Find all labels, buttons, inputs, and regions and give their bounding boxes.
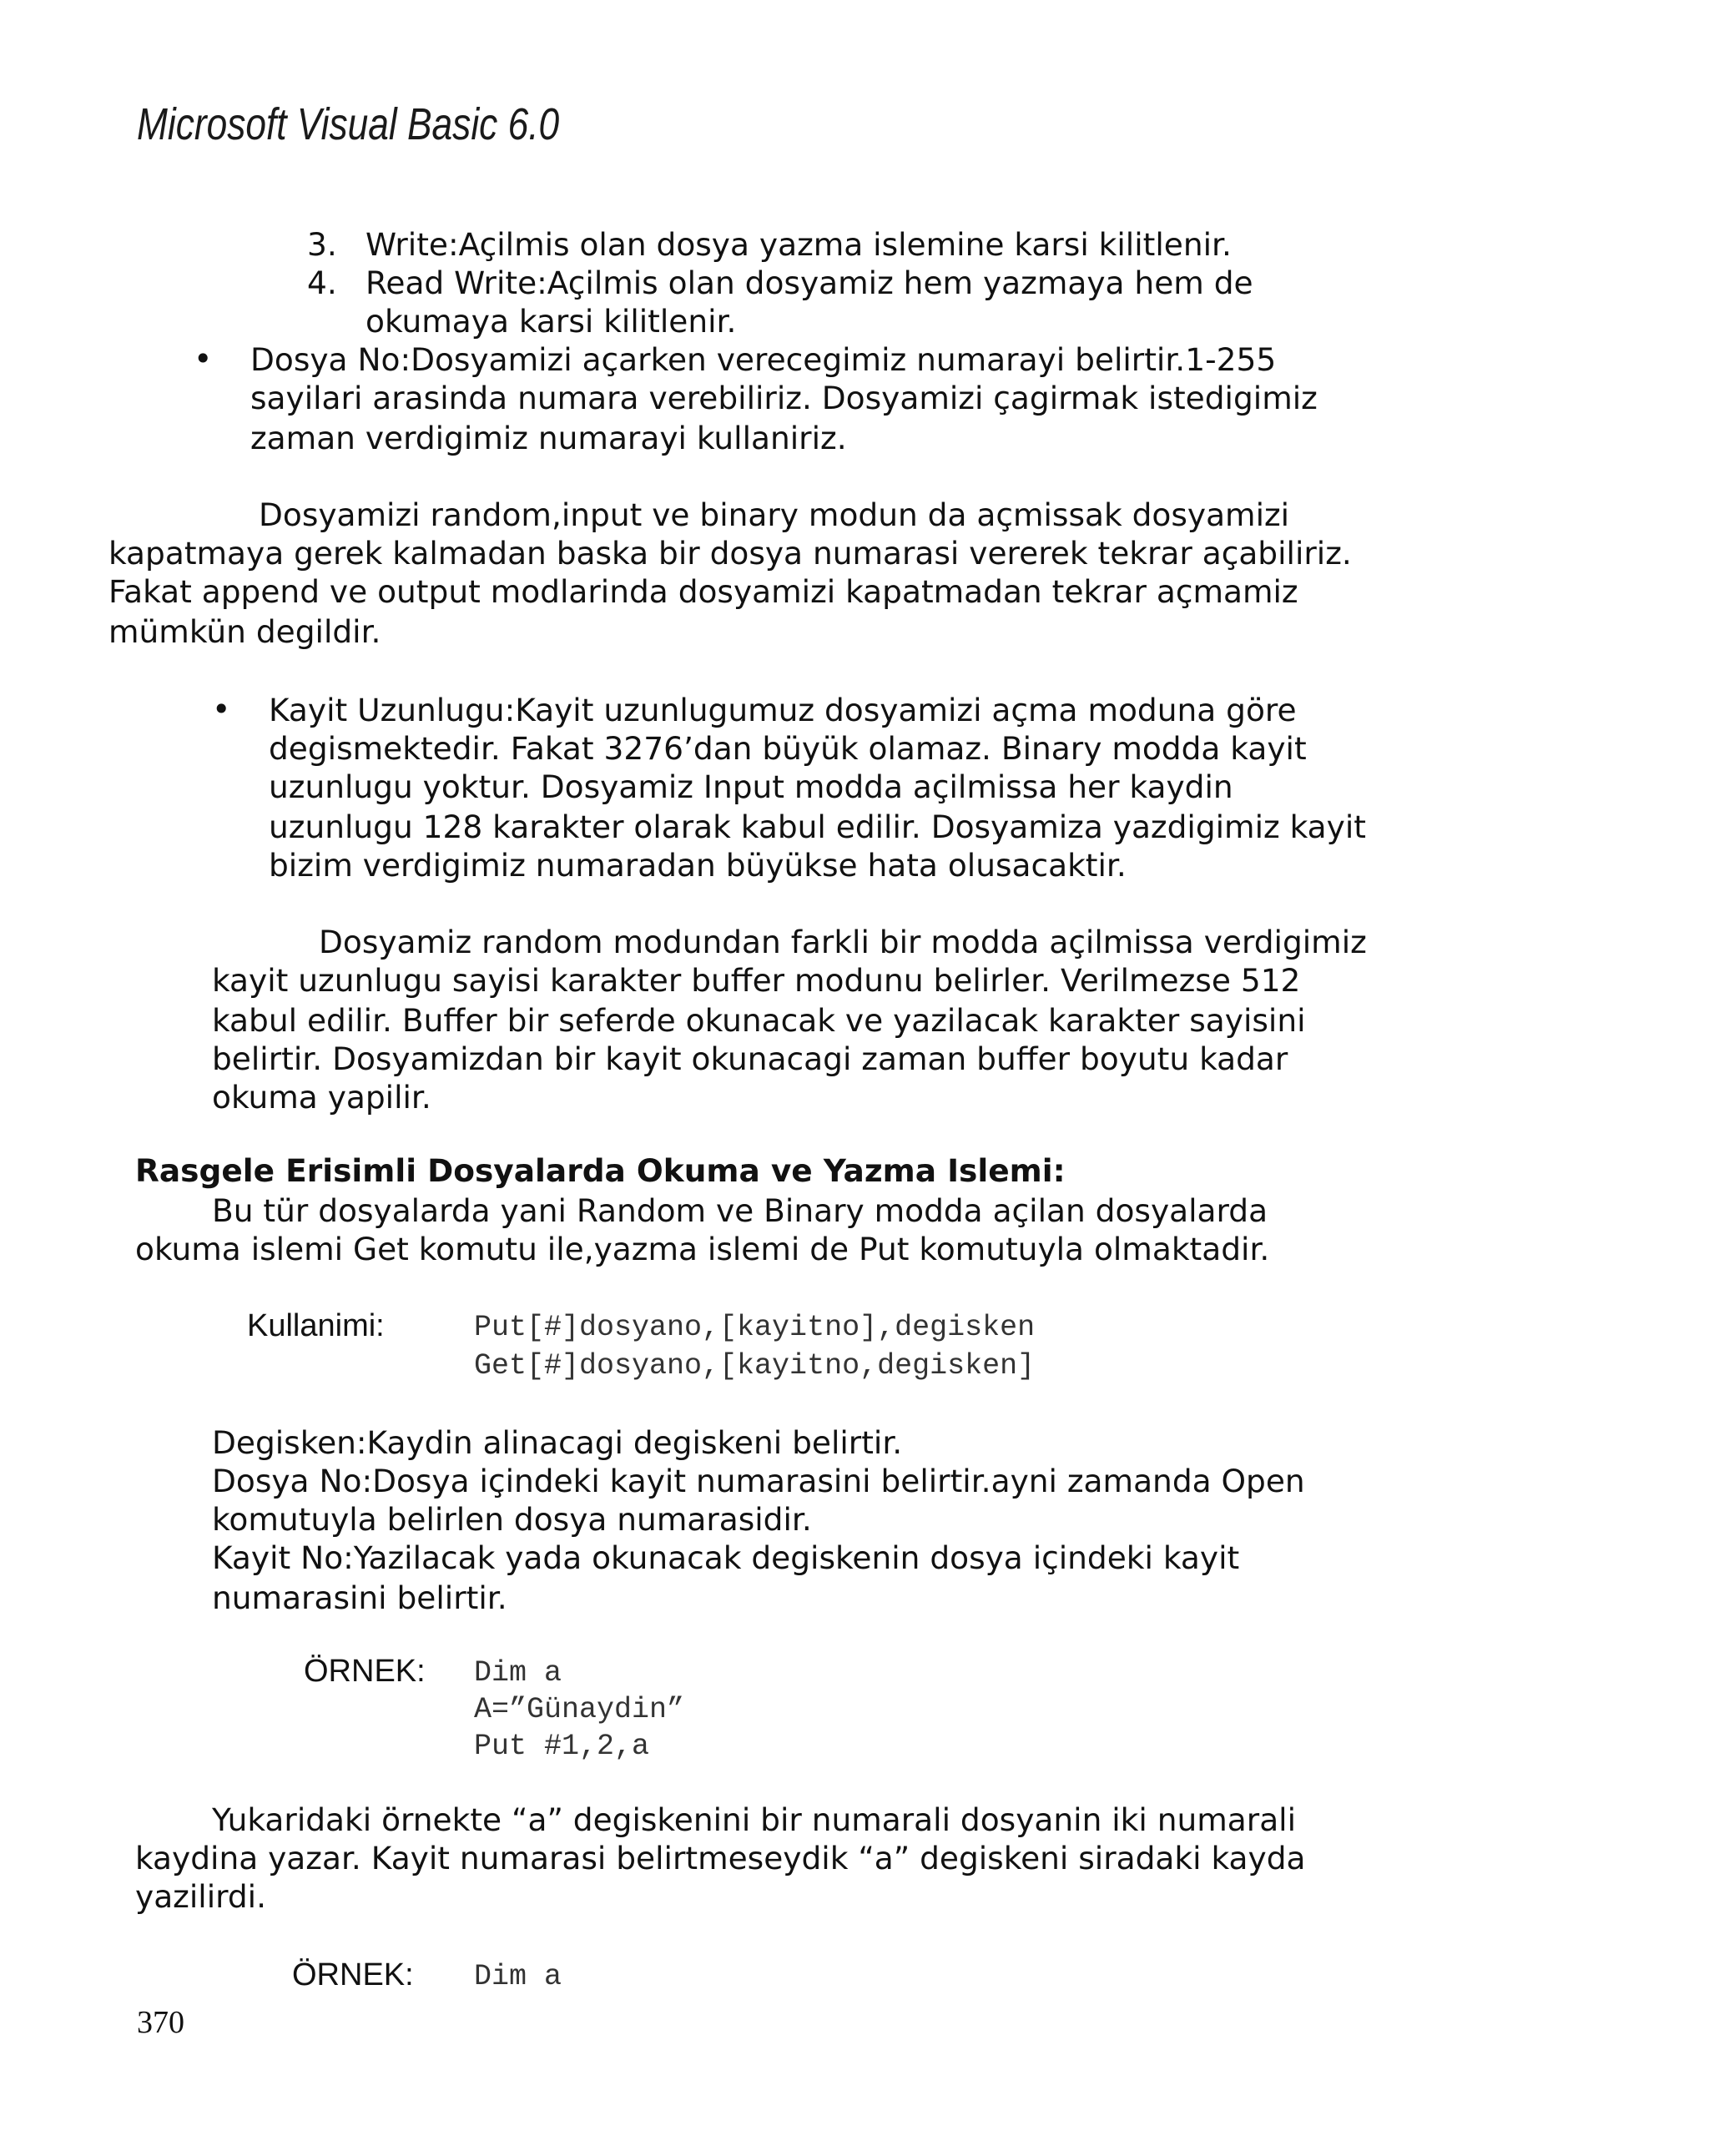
para1-line: Fakat append ve output modlarinda dosyamizi kapatmadan tekrar açmamiz (108, 573, 1298, 610)
bullet-symbol: • (194, 340, 213, 377)
code-line: Dim a (474, 1960, 562, 1993)
definition-line: Degisken:Kaydin alinacagi degiskeni belirtir. (212, 1424, 903, 1461)
example-label: ÖRNEK: (304, 1654, 426, 1689)
code-line: Get[#]dosyano,[kayitno,degisken] (474, 1349, 1036, 1383)
bullet2-line: uzunlugu 128 karakter olarak kabul edilir. Dosyamiza yazdigimiz kayit (269, 808, 1366, 845)
para3-line: Yukaridaki örnekte “a” degiskenini bir numarali dosyanin iki numarali (212, 1801, 1297, 1838)
code-line: Put #1,2,a (474, 1730, 650, 1763)
list-number: 3. (307, 226, 337, 263)
bullet2-line: degismektedir. Fakat 3276’dan büyük olamaz. Binary modda kayit (269, 730, 1307, 767)
para2-line: kayit uzunlugu sayisi karakter buffer modunu belirler. Verilmezse 512 (212, 962, 1301, 999)
para2-line: okuma yapilir. (212, 1079, 431, 1116)
definition-line: komutuyla belirlen dosya numarasidir. (212, 1501, 812, 1538)
para2-line: Dosyamiz random modundan farkli bir modda açilmissa verdigimiz (319, 924, 1367, 960)
definition-line: numarasini belirtir. (212, 1579, 507, 1616)
definition-line: Dosya No:Dosya içindeki kayit numarasini belirtir.ayni zamanda Open (212, 1463, 1305, 1499)
list-text: Write:Açilmis olan dosya yazma islemine karsi kilitlenir. (365, 226, 1232, 263)
bullet1-line: Dosya No:Dosyamizi açarken verecegimiz numarayi belirtir.1-255 (250, 341, 1277, 378)
section-line: Bu tür dosyalarda yani Random ve Binary modda açilan dosyalarda (212, 1192, 1268, 1229)
definition-line: Kayit No:Yazilacak yada okunacak degiskenin dosya içindeki kayit (212, 1539, 1240, 1576)
para1-line: mümkün degildir. (108, 613, 381, 650)
para2-line: belirtir. Dosyamizdan bir kayit okunacagi zaman buffer boyutu kadar (212, 1040, 1288, 1077)
bullet2-line: Kayit Uzunlugu:Kayit uzunlugumuz dosyamizi açma moduna göre (269, 692, 1297, 728)
bullet1-line: sayilari arasinda numara verebiliriz. Dosyamizi çagirmak istedigimiz (250, 380, 1318, 416)
code-line: Put[#]dosyano,[kayitno],degisken (474, 1311, 1036, 1344)
running-header-title: Microsoft Visual Basic 6.0 (137, 99, 560, 149)
bullet2-line: bizim verdigimiz numaradan büyükse hata olusacaktir. (269, 847, 1127, 884)
usage-label: Kullanimi: (247, 1308, 385, 1343)
section-heading: Rasgele Erisimli Dosyalarda Okuma ve Yazma Islemi: (135, 1152, 1066, 1189)
list-number: 4. (307, 264, 337, 301)
para3-line: yazilirdi. (135, 1878, 267, 1915)
list-item-4 (307, 264, 1253, 302)
para1-line: Dosyamizi random,input ve binary modun da açmissak dosyamizi (259, 496, 1290, 533)
list-text: Read Write:Açilmis olan dosyamiz hem yazmaya hem de (365, 264, 1253, 301)
page-number: 370 (137, 2005, 184, 2040)
list-item-3 (307, 225, 1232, 264)
list-item-4-continued: okumaya karsi kilitlenir. (365, 303, 737, 340)
code-line: A=”Günaydin” (474, 1693, 685, 1726)
bullet-symbol: • (212, 691, 231, 728)
section-line: okuma islemi Get komutu ile,yazma islemi de Put komutuyla olmaktadir. (135, 1231, 1270, 1267)
para3-line: kaydina yazar. Kayit numarasi belirtmeseydik “a” degiskeni siradaki kayda (135, 1840, 1306, 1876)
code-line: Dim a (474, 1656, 562, 1690)
bullet1-line: zaman verdigimiz numarayi kullaniriz. (250, 420, 847, 456)
para1-line: kapatmaya gerek kalmadan baska bir dosya numarasi vererek tekrar açabiliriz. (108, 535, 1352, 572)
bullet2-line: uzunlugu yoktur. Dosyamiz Input modda açilmissa her kaydin (269, 768, 1233, 805)
example-label: ÖRNEK: (292, 1957, 414, 1992)
para2-line: kabul edilir. Buffer bir seferde okunacak ve yazilacak karakter sayisini (212, 1002, 1306, 1039)
